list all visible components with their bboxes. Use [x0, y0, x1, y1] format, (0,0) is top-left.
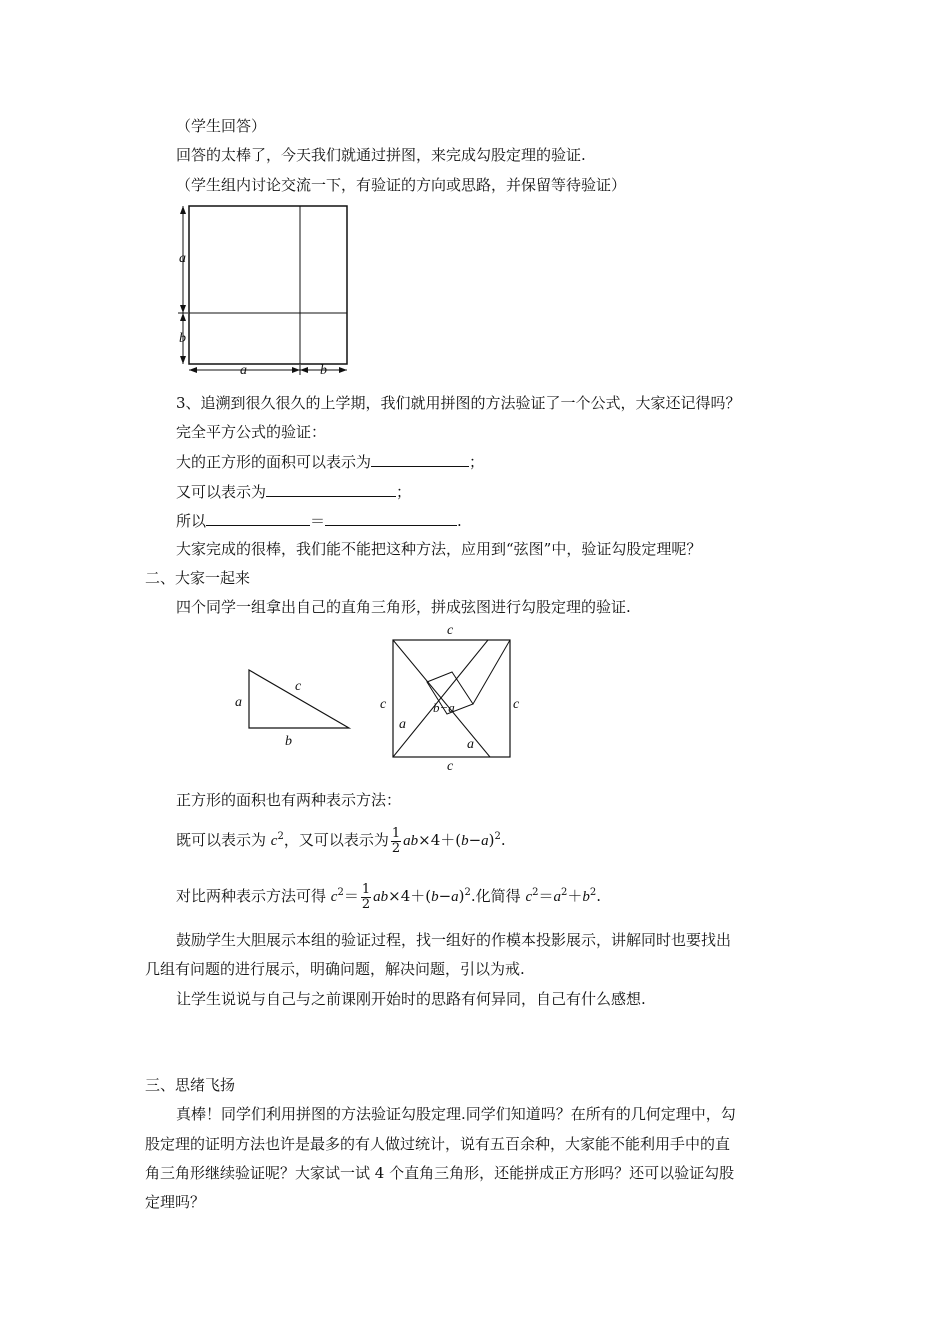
- m2-times4: ×4＋(: [418, 831, 462, 849]
- m3-mid: .化简得: [470, 887, 526, 905]
- m2-c: c: [270, 833, 278, 849]
- student-answer: （学生回答）: [176, 117, 267, 135]
- m2-close: ): [488, 831, 495, 849]
- section-3-line-1: 真棒！同学们利用拼图的方法验证勾股定理.同学们知道吗？在所有的几何定理中，勾: [176, 1105, 736, 1123]
- blank-3[interactable]: [206, 509, 310, 526]
- tri-label-b: b: [285, 734, 292, 749]
- tri-label-c: c: [295, 679, 302, 694]
- label-b-left: b: [179, 331, 186, 346]
- m2-sup: 2: [277, 831, 284, 842]
- m2-a: a: [481, 833, 489, 849]
- m2-fraction: [391, 827, 401, 856]
- fill-line-2: [176, 480, 411, 503]
- m2-ab: ab: [403, 833, 419, 849]
- m3-plus: ＋: [567, 887, 583, 905]
- right-triangle-figure: [225, 660, 360, 750]
- m3-end: .: [596, 887, 602, 905]
- fill-line-3-text: 所以: [176, 512, 207, 530]
- chord-diagram-figure: [375, 620, 530, 775]
- sq-label-bottom: c: [447, 759, 454, 774]
- m3-b2: b: [582, 889, 590, 905]
- label-a-left: a: [179, 251, 186, 266]
- m3-times4: ×4＋(: [388, 887, 432, 905]
- reflection-line: 让学生说说与自己与之前课刚开始时的思路有何异同，自己有什么感想.: [176, 990, 646, 1008]
- m2-pre: 既可以表示为: [176, 831, 271, 849]
- square-partition-figure: [170, 200, 360, 385]
- paragraph-chord-diagram: 大家完成的很棒，我们能不能把这种方法，应用到“弦图”中，验证勾股定理呢？: [176, 540, 702, 558]
- m3-a2: a: [553, 889, 562, 905]
- m3-eq: ＝: [343, 887, 359, 905]
- m2-sup-b: 2: [494, 831, 501, 842]
- fill-line-3-eq: ＝: [310, 512, 326, 530]
- m3-sup-b: 2: [464, 887, 471, 898]
- fill-line-1-text: 大的正方形的面积可以表示为: [176, 453, 372, 471]
- fill-line-3: [176, 509, 462, 532]
- m3-minus: −: [438, 887, 452, 905]
- section-3-line-3: 角三角形继续验证呢？大家试一试 4 个直角三角形，还能拼成正方形吗？还可以验证勾股: [145, 1164, 735, 1182]
- question-3: 3、追溯到很久很久的上学期，我们就用拼图的方法验证了一个公式，大家还记得吗？: [176, 394, 741, 412]
- inner-label: b−a: [433, 700, 455, 715]
- blank-4[interactable]: [325, 509, 457, 526]
- m3-sup-d: 2: [561, 887, 568, 898]
- formula-line-2: [176, 882, 601, 912]
- m3-close: ): [458, 887, 465, 905]
- fill-line-1: [176, 450, 484, 473]
- m2-end: .: [500, 831, 506, 849]
- fill-line-2-text: 又可以表示为: [176, 483, 267, 501]
- section-3-line-2: 股定理的证明方法也许是最多的有人做过统计，说有五百余种，大家能不能利用手中的直: [145, 1135, 731, 1153]
- m3-c2: c: [525, 889, 533, 905]
- label-a-bottom: a: [240, 363, 247, 378]
- m2-minus: −: [468, 831, 482, 849]
- blank-1[interactable]: [371, 450, 469, 467]
- m3-sup: 2: [337, 887, 344, 898]
- m2-num: 1: [391, 825, 401, 841]
- formula-heading: 完全平方公式的验证：: [176, 423, 327, 441]
- m3-b: b: [431, 889, 439, 905]
- m3-num: 1: [361, 881, 371, 897]
- paragraph-intro: 回答的太棒了，今天我们就通过拼图，来完成勾股定理的验证.: [176, 146, 586, 164]
- sq-label-right: c: [513, 697, 520, 712]
- leg-label-1: a: [399, 717, 406, 732]
- formula-line-1: [176, 826, 506, 856]
- section-2-title: 二、大家一起来: [145, 569, 251, 587]
- m3-sup-e: 2: [589, 887, 597, 898]
- section-2-text: 四个同学一组拿出自己的直角三角形，拼成弦图进行勾股定理的验证.: [176, 598, 631, 616]
- m3-c: c: [330, 889, 338, 905]
- sq-label-left: c: [380, 697, 387, 712]
- sq-label-top: c: [447, 623, 454, 638]
- fill-line-3-end: .: [457, 512, 462, 530]
- m2-den: 2: [391, 840, 401, 856]
- leg-label-2: a: [467, 737, 474, 752]
- section-3-title: 三、思绪飞扬: [145, 1076, 236, 1094]
- section-3-line-4: 定理吗？: [145, 1193, 206, 1211]
- m3-ab: ab: [373, 889, 389, 905]
- fill-line-2-end: ；: [396, 483, 412, 501]
- m3-eq2: ＝: [538, 887, 554, 905]
- m2-mid: ，又可以表示为: [283, 831, 389, 849]
- fill-line-1-end: ；: [469, 453, 485, 471]
- m3-pre: 对比两种表示方法可得: [176, 887, 331, 905]
- tri-label-a: a: [235, 695, 242, 710]
- m3-den: 2: [361, 896, 371, 912]
- m2-b: b: [461, 833, 469, 849]
- paragraph-discussion: （学生组内讨论交流一下，有验证的方向或思路，并保留等待验证）: [176, 176, 627, 194]
- label-b-bottom: b: [320, 363, 327, 378]
- m3-a: a: [451, 889, 459, 905]
- m3-sup-c: 2: [532, 887, 539, 898]
- m3-fraction: [361, 883, 371, 912]
- blank-2[interactable]: [266, 480, 396, 497]
- encourage-line-1: 鼓励学生大胆展示本组的验证过程，找一组好的作模本投影展示，讲解同时也要找出: [176, 931, 732, 949]
- encourage-line-2: 几组有问题的进行展示，明确问题，解决问题，引以为戒.: [145, 960, 525, 978]
- methods-intro: 正方形的面积也有两种表示方法：: [176, 791, 402, 809]
